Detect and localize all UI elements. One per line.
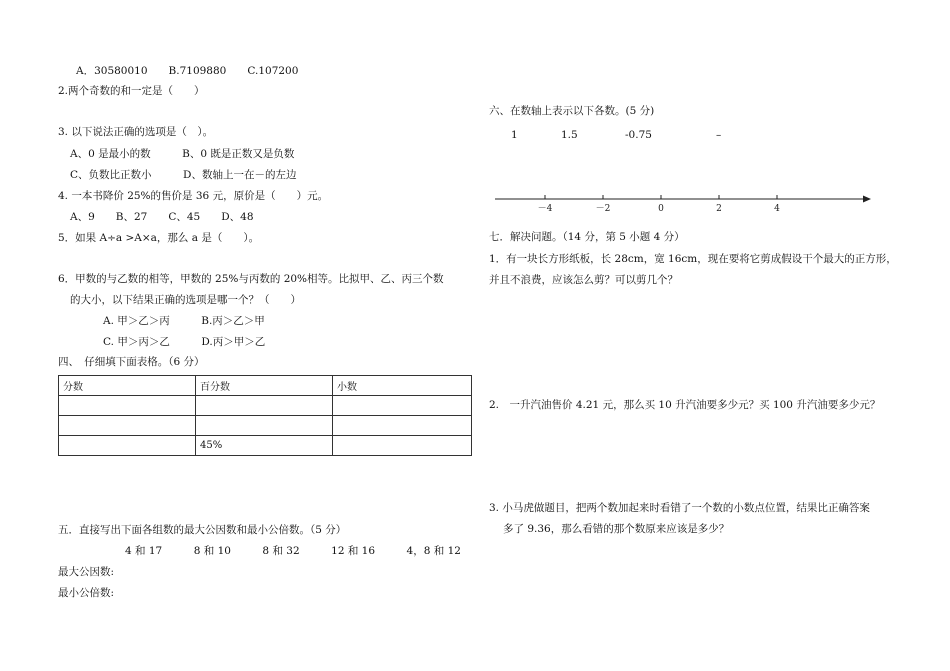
number-dash: – (716, 129, 722, 141)
lcm-label: 最小公倍数: (58, 587, 115, 599)
question-6-line2: 的大小，以下结果正确的选项是哪一个？（ ） (70, 294, 301, 306)
question-6-line1: 6．甲数的与乙数的相等，甲数的 25%与丙数的 20%相等。比拟甲、乙、丙三个数 (58, 273, 444, 285)
section-5-groups: 4 和 17 8 和 10 8 和 32 12 和 16 4，8 和 12 (125, 545, 461, 557)
section-7-title: 七．解决问题。（14 分，第 5 小题 4 分） (489, 231, 685, 243)
header-fraction: 分数 (59, 376, 196, 396)
axis-tick-label: －2 (595, 204, 611, 214)
problem-3-line1: 3. 小马虎做题目，把两个数加起来时看错了一个数的小数点位置，结果比正确答案 (489, 502, 870, 514)
gcd-label: 最大公因数: (58, 566, 115, 578)
table-cell[interactable] (59, 396, 196, 416)
problem-1-line1: 1．有一块长方形纸板，长 28cm，宽 16cm，现在要将它剪成假设干个最大的正方形， (489, 253, 897, 265)
question-4: 4. 一本书降价 25%的售价是 36 元，原价是（ ）元。 (58, 190, 329, 202)
conversion-table (58, 375, 472, 456)
section-4-title: 四、 仔细填下面表格。（6 分） (58, 356, 205, 368)
number-neg-0-75: -0.75 (625, 129, 652, 141)
number-1: 1 (511, 129, 518, 141)
section-5-title: 五．直接写出下面各组数的最大公因数和最小公倍数。（5 分） (58, 524, 347, 536)
table-row (59, 416, 472, 436)
section-6-title: 六、在数轴上表示以下各数。(5 分) (489, 105, 655, 117)
table-cell[interactable] (59, 436, 196, 456)
number-line (495, 190, 875, 220)
number-1-5: 1.5 (561, 129, 578, 141)
table-cell[interactable] (333, 436, 472, 456)
question-5: 5．如果 A÷a >A×a，那么 a 是（ ）。 (58, 232, 260, 244)
q3-options-ab: A、0 是最小的数 B、0 既是正数又是负数 (70, 148, 295, 160)
q3-options-cd: C、负数比正数小 D、数轴上一在－的左边 (70, 169, 297, 181)
problem-1-line2: 并且不浪费，应该怎么剪？可以剪几个？ (489, 274, 678, 286)
question-3: 3. 以下说法正确的选项是（ ）。 (58, 126, 214, 138)
axis-tick-label: 0 (658, 204, 664, 214)
question-2: 2.两个奇数的和一定是（ ） (58, 85, 205, 97)
arrow-right-icon (863, 196, 871, 203)
q4-options: A、9 B、27 C、45 D、48 (70, 211, 254, 223)
table-row (59, 436, 472, 456)
table-row (59, 396, 472, 416)
table-cell[interactable] (59, 416, 196, 436)
header-decimal: 小数 (333, 376, 472, 396)
table-cell[interactable] (196, 396, 333, 416)
axis-tick-label: －4 (537, 204, 553, 214)
problem-3-line2: 多了 9.36，那么看错的那个数原来应该是多少？ (503, 523, 730, 535)
q6-options-ab: A. 甲＞乙＞丙 B.丙＞乙＞甲 (103, 315, 265, 327)
table-cell[interactable] (333, 396, 472, 416)
axis-tick-label: 2 (716, 204, 722, 214)
table-cell[interactable] (333, 416, 472, 436)
axis-tick-label: 4 (774, 204, 780, 214)
table-cell[interactable]: 45% (196, 436, 333, 456)
problem-2: 2. 一升汽油售价 4.21 元，那么买 10 升汽油要多少元？买 100 升汽油要多少元？ (489, 399, 881, 411)
q1-options: A．30580010 B.7109880 C.107200 (76, 65, 299, 77)
header-percent: 百分数 (196, 376, 333, 396)
q6-options-cd: C. 甲＞丙＞乙 D.丙＞甲＞乙 (103, 336, 266, 348)
table-cell[interactable] (196, 416, 333, 436)
table-header-row (59, 376, 472, 396)
